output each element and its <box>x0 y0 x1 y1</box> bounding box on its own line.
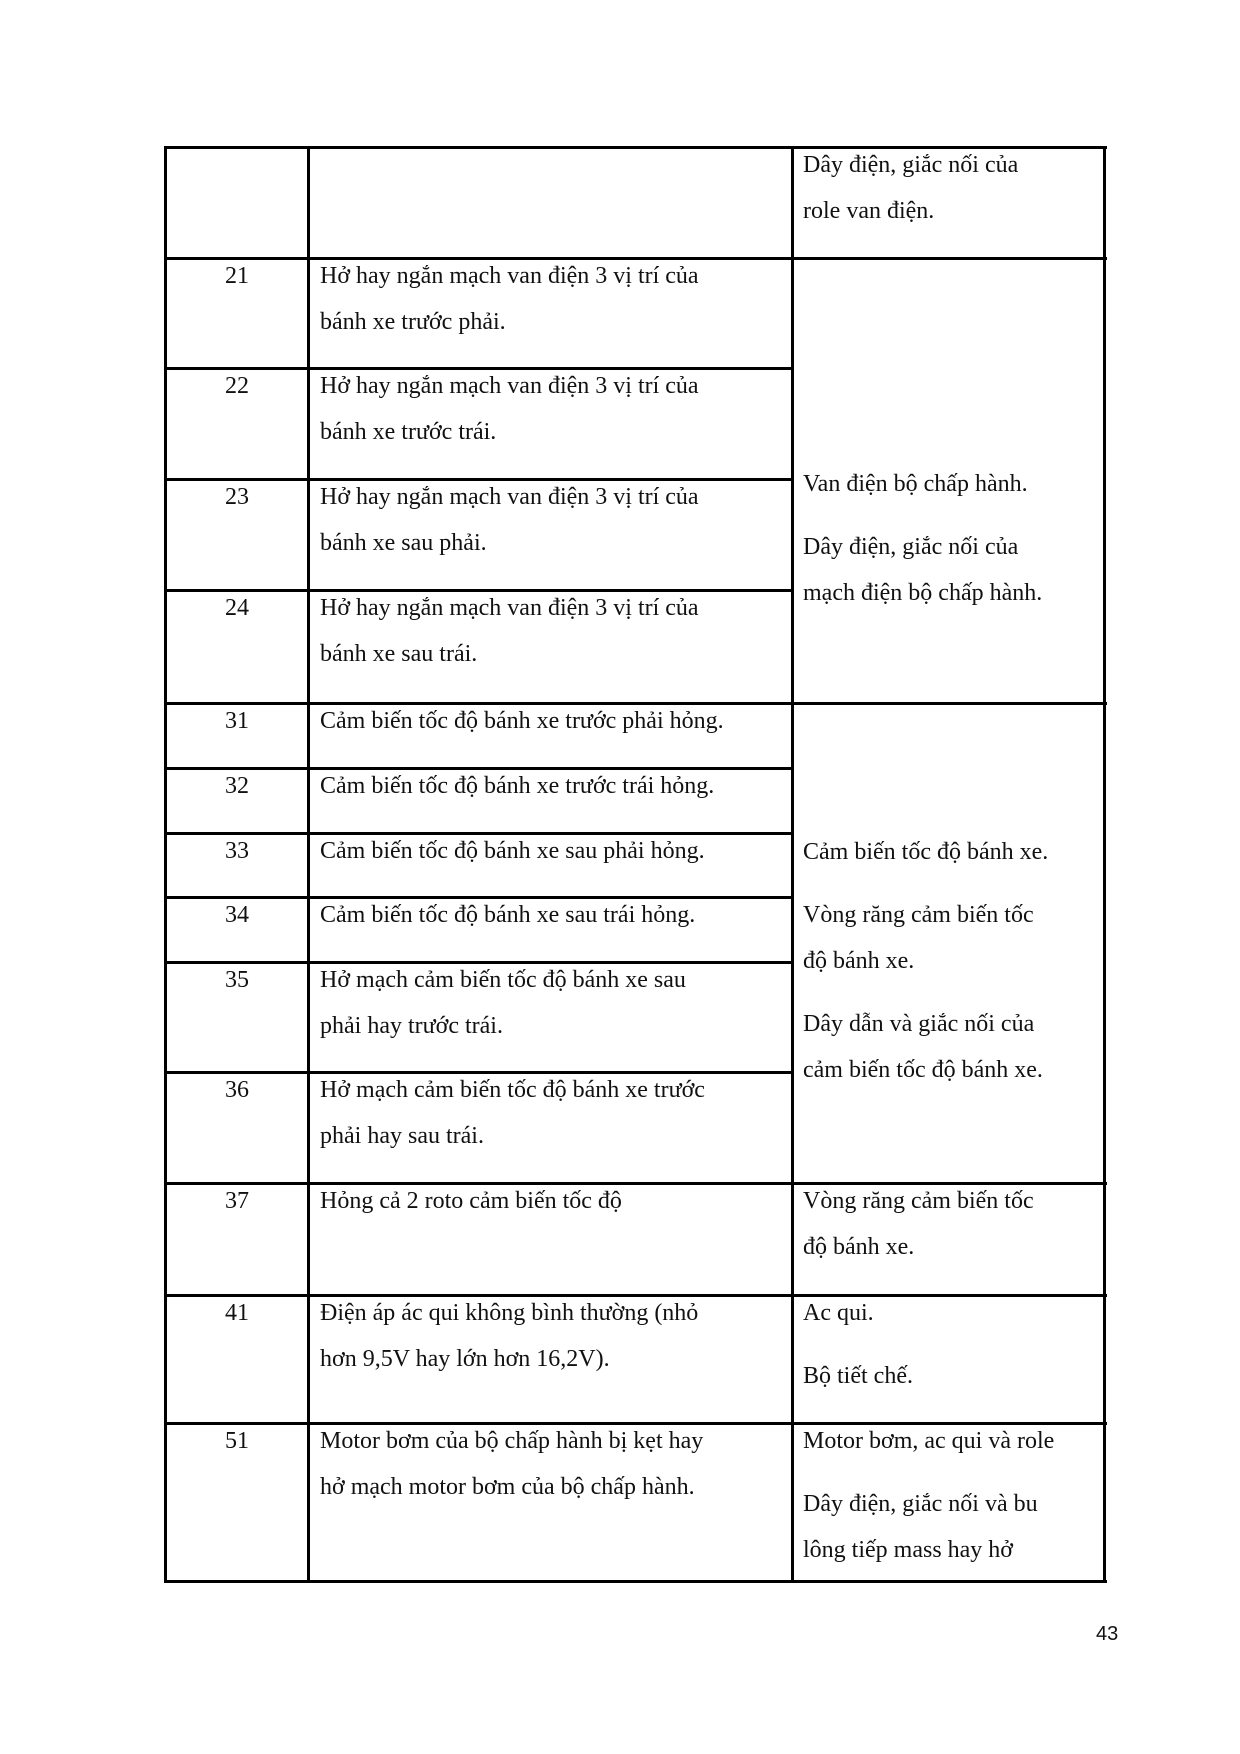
page-number: 43 <box>1096 1623 1119 1645</box>
fault-cell <box>320 253 699 345</box>
fault-line: Hở mạch cảm biến tốc độ bánh xe sau <box>320 967 686 993</box>
check-line: role van điện. <box>803 198 935 224</box>
merged-check-cell <box>803 829 1048 1093</box>
fault-cell: Hỏng cả 2 roto cảm biến tốc độ <box>320 1188 622 1214</box>
check-paragraph <box>803 1353 913 1399</box>
check-line: Ac qui. <box>803 1300 874 1326</box>
fault-line: bánh xe sau trái. <box>320 641 478 667</box>
check-cell <box>803 1418 1054 1573</box>
fault-line: Điện áp ác qui không bình thường (nhỏ <box>320 1300 699 1326</box>
fault-line: hơn 9,5V hay lớn hơn 16,2V). <box>320 1346 610 1372</box>
check-line: Vòng răng cảm biến tốc <box>803 902 1034 928</box>
fault-line: phải hay sau trái. <box>320 1123 484 1149</box>
code-cell: 36 <box>225 1077 249 1103</box>
fault-cell <box>320 363 699 455</box>
fault-cell: Cảm biến tốc độ bánh xe trước trái hỏng. <box>320 773 715 799</box>
code-cell: 22 <box>225 373 249 399</box>
code-cell: 37 <box>225 1188 249 1214</box>
fault-line: hở mạch motor bơm của bộ chấp hành. <box>320 1474 695 1500</box>
column-divider-2 <box>791 146 794 1583</box>
check-line: Dây điện, giắc nối và bu <box>803 1491 1038 1517</box>
code-cell: 51 <box>225 1428 249 1454</box>
check-line: Van điện bộ chấp hành. <box>803 471 1028 497</box>
column-divider-1 <box>307 146 310 1583</box>
check-paragraph <box>803 1481 1054 1573</box>
code-cell: 35 <box>225 967 249 993</box>
check-paragraph <box>803 524 1042 616</box>
fault-cell <box>320 585 699 677</box>
check-line: Cảm biến tốc độ bánh xe. <box>803 839 1049 865</box>
fault-line: Hở hay ngắn mạch van điện 3 vị trí của <box>320 373 699 399</box>
check-paragraph <box>803 829 1048 875</box>
code-cell: 31 <box>225 708 249 734</box>
check-line: Vòng răng cảm biến tốc <box>803 1188 1034 1214</box>
check-line: Dây điện, giắc nối của <box>803 152 1019 178</box>
fault-line: bánh xe trước phải. <box>320 309 506 335</box>
check-cell <box>803 142 1018 234</box>
check-line: lông tiếp mass hay hở <box>803 1537 1013 1563</box>
check-cell <box>803 1290 913 1399</box>
check-line: Bộ tiết chế. <box>803 1363 913 1389</box>
check-line: độ bánh xe. <box>803 948 915 974</box>
fault-line: Hở hay ngắn mạch van điện 3 vị trí của <box>320 484 699 510</box>
fault-line: Hở hay ngắn mạch van điện 3 vị trí của <box>320 263 699 289</box>
table-border-right <box>1103 146 1106 1583</box>
fault-cell <box>320 1067 705 1159</box>
code-cell: 32 <box>225 773 249 799</box>
check-paragraph <box>803 1001 1048 1093</box>
fault-cell <box>320 474 699 566</box>
code-cell: 41 <box>225 1300 249 1326</box>
fault-cell: Cảm biến tốc độ bánh xe sau trái hỏng. <box>320 902 696 928</box>
check-paragraph <box>803 142 1018 234</box>
fault-line: phải hay trước trái. <box>320 1013 503 1039</box>
check-line: mạch điện bộ chấp hành. <box>803 580 1043 606</box>
check-paragraph <box>803 1418 1054 1464</box>
code-cell: 33 <box>225 838 249 864</box>
merged-check-cell <box>803 461 1042 616</box>
code-cell: 21 <box>225 263 249 289</box>
check-line: Motor bơm, ac qui và role <box>803 1428 1055 1454</box>
check-paragraph <box>803 461 1042 507</box>
fault-cell: Cảm biến tốc độ bánh xe trước phải hỏng. <box>320 708 724 734</box>
fault-line: bánh xe trước trái. <box>320 419 497 445</box>
check-line: Dây điện, giắc nối của <box>803 534 1019 560</box>
check-cell <box>803 1178 1034 1270</box>
check-paragraph <box>803 892 1048 984</box>
check-line: Dây dẫn và giắc nối của <box>803 1011 1035 1037</box>
fault-cell <box>320 957 686 1049</box>
fault-cell <box>320 1418 703 1510</box>
check-line: độ bánh xe. <box>803 1234 915 1260</box>
fault-line: bánh xe sau phải. <box>320 530 487 556</box>
fault-line: Motor bơm của bộ chấp hành bị kẹt hay <box>320 1428 704 1454</box>
fault-cell: Cảm biến tốc độ bánh xe sau phải hỏng. <box>320 838 705 864</box>
code-cell: 24 <box>225 595 249 621</box>
code-cell: 34 <box>225 902 249 928</box>
code-cell: 23 <box>225 484 249 510</box>
fault-line: Hở hay ngắn mạch van điện 3 vị trí của <box>320 595 699 621</box>
check-line: cảm biến tốc độ bánh xe. <box>803 1057 1043 1083</box>
check-paragraph <box>803 1290 913 1336</box>
fault-line: Hở mạch cảm biến tốc độ bánh xe trước <box>320 1077 705 1103</box>
fault-cell <box>320 1290 698 1382</box>
